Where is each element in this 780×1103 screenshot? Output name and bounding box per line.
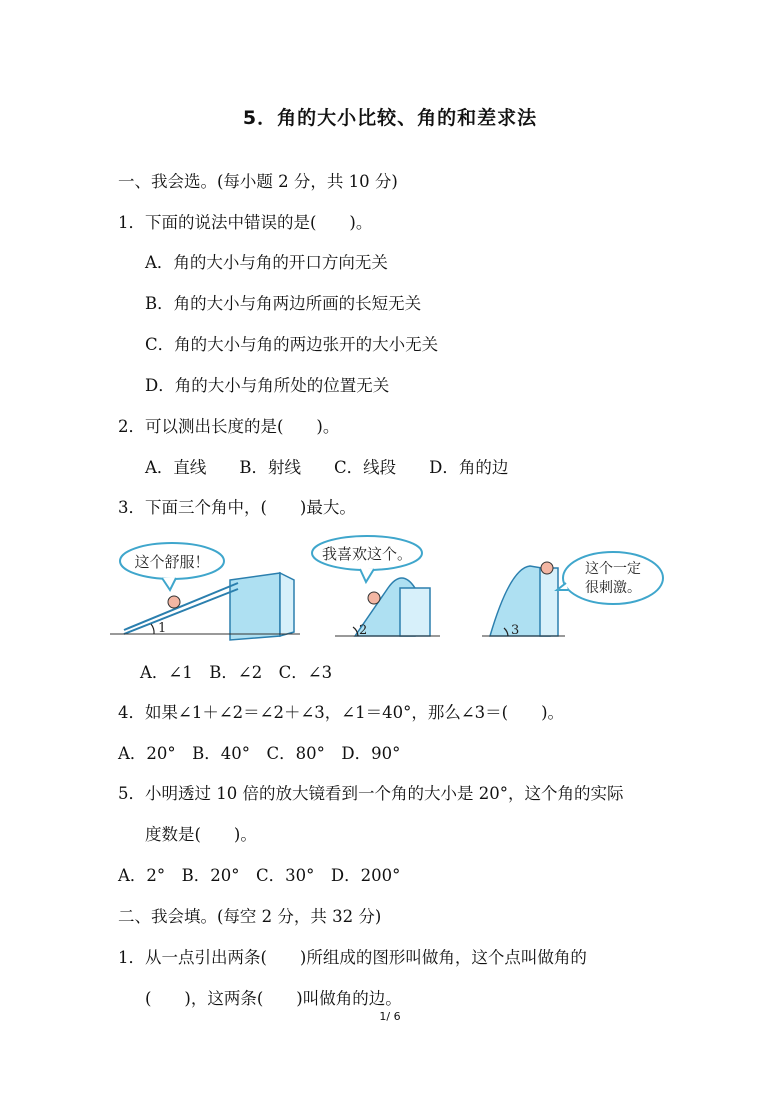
bubble-1-text: 这个舒服！ xyxy=(134,553,210,571)
slides-illustration xyxy=(110,528,670,646)
bubble-2-text: 我喜欢这个。 xyxy=(321,545,413,563)
section-2-question-1-line-2: ( )，这两条( )叫做角的边。 xyxy=(145,989,402,1008)
question-2-stem: 2．可以测出长度的是( )。 xyxy=(118,417,340,436)
question-1-option-c: C．角的大小与角的两边张开的大小无关 xyxy=(145,335,439,354)
question-3-stem: 3．下面三个角中，( )最大。 xyxy=(118,498,356,517)
question-5-stem-line-1: 5．小明透过 10 倍的放大镜看到一个角的大小是 20°，这个角的实际 xyxy=(118,784,624,803)
question-2-options: A．直线 B．射线 C．线段 D．角的边 xyxy=(145,458,509,477)
section-2-heading: 二、我会填。(每空 2 分，共 32 分) xyxy=(118,907,382,926)
slide-3 xyxy=(482,552,663,638)
question-5-stem-line-2: 度数是( )。 xyxy=(145,825,257,844)
angle-3-label: 3 xyxy=(511,623,520,638)
question-3-options: A．∠1 B．∠2 C．∠3 xyxy=(140,663,333,682)
section-1-heading: 一、我会选。(每小题 2 分，共 10 分) xyxy=(118,172,398,191)
question-1-stem: 1．下面的说法中错误的是( )。 xyxy=(118,213,373,232)
question-1-option-d: D．角的大小与角所处的位置无关 xyxy=(145,376,390,395)
question-1-option-b: B．角的大小与角两边所画的长短无关 xyxy=(145,294,422,313)
question-5-options: A．2° B．20° C．30° D．200° xyxy=(118,866,401,885)
slide-1 xyxy=(110,543,300,640)
question-4-stem: 4．如果∠1＋∠2＝∠2＋∠3，∠1＝40°，那么∠3＝( )。 xyxy=(118,703,565,722)
section-2-question-1-line-1: 1．从一点引出两条( )所组成的图形叫做角，这个点叫做角的 xyxy=(118,948,587,967)
bubble-3-line-2: 很刺激。 xyxy=(585,580,641,596)
bubble-3-line-1: 这个一定 xyxy=(585,561,641,577)
slide-2 xyxy=(312,536,440,638)
angle-2-label: 2 xyxy=(359,623,368,638)
page-title: 5．角的大小比较、角的和差求法 xyxy=(242,107,538,129)
question-1-option-a: A．角的大小与角的开口方向无关 xyxy=(145,253,388,272)
page-number: 1/ 6 xyxy=(379,1010,401,1023)
angle-1-label: 1 xyxy=(158,621,167,636)
question-4-options: A．20° B．40° C．80° D．90° xyxy=(118,744,401,763)
